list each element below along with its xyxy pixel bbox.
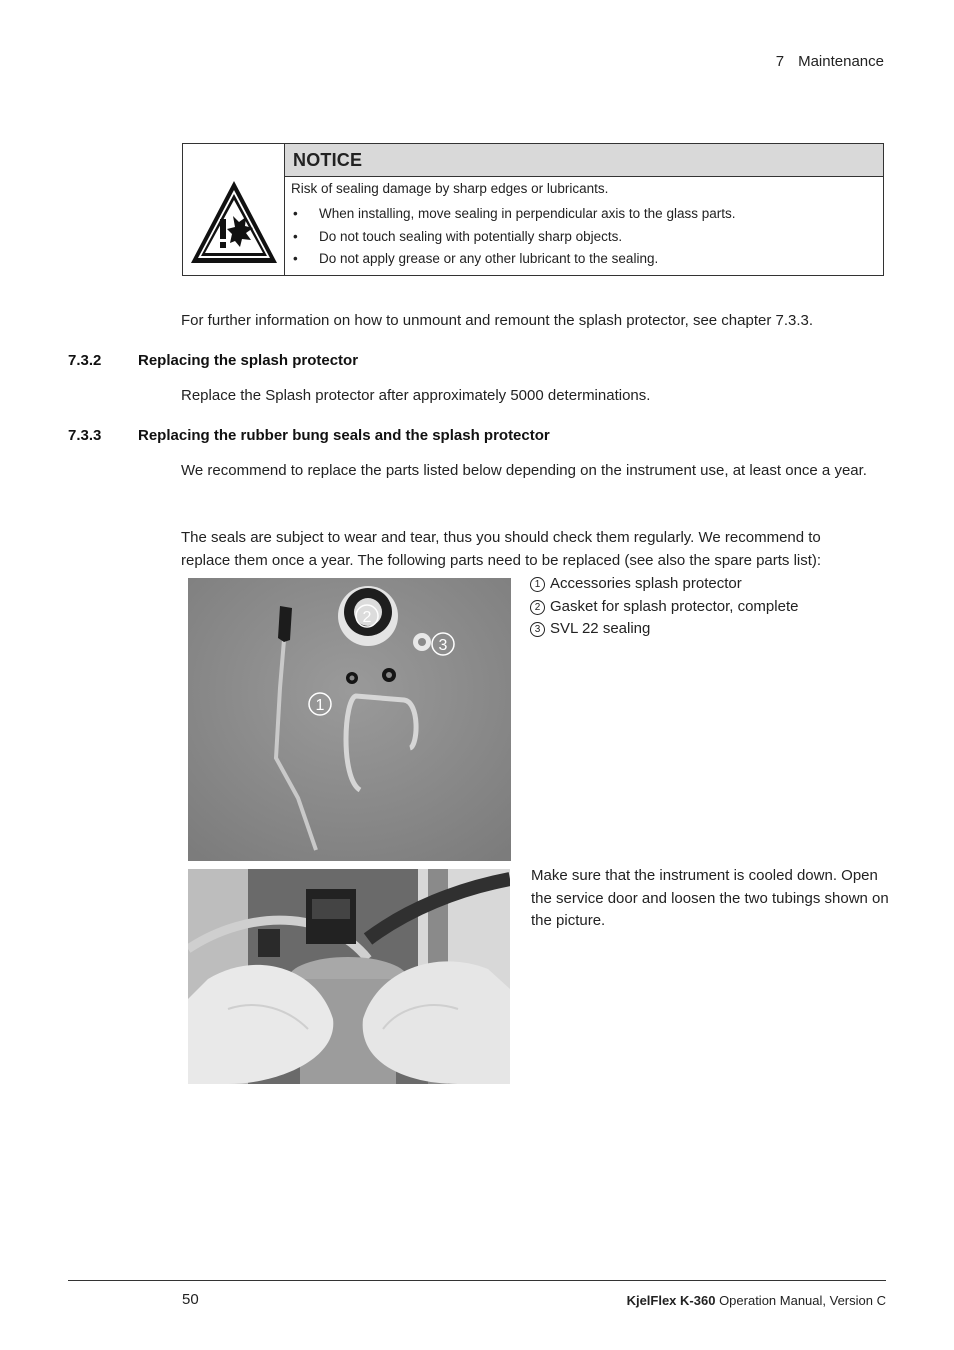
notice-box xyxy=(182,143,884,276)
parts-list-item xyxy=(530,596,798,619)
part-label: Accessories splash protector xyxy=(550,575,742,592)
chapter-title: Maintenance xyxy=(798,53,884,70)
photo-marker-3: 3 xyxy=(438,637,448,654)
section-heading-7-3-3 xyxy=(68,427,550,444)
notice-bullets xyxy=(291,203,877,271)
warning-triangle-icon xyxy=(183,144,285,277)
notice-risk: Risk of sealing damage by sharp edges or lubricants. xyxy=(291,181,609,196)
running-header xyxy=(776,53,884,70)
part-label: Gasket for splash protector, complete xyxy=(550,597,799,615)
spare-parts-photo xyxy=(188,578,511,861)
intro-paragraph: For further information on how to unmount and remount the splash protector, see chapter 7.3.3. xyxy=(181,312,814,329)
footer-rule xyxy=(68,1280,886,1281)
marker-circle: 1 xyxy=(530,577,545,592)
section-title: Replacing the splash protector xyxy=(138,352,359,369)
step-text: Make sure that the instrument is cooled down. Open the service door and loosen the two tubings shown on the picture. xyxy=(531,867,889,929)
section-7-3-3-para1: We recommend to replace the parts listed below depending on the instrument use, at least once a year. xyxy=(181,462,867,479)
product-name: KjelFlex K-360 xyxy=(626,1293,716,1308)
page-number: 50 xyxy=(182,1291,199,1308)
instrument-photo xyxy=(188,869,510,1084)
notice-bullet: • When installing, move sealing in perpendicular axis to the glass parts. xyxy=(291,203,877,226)
notice-bullet: • Do not apply grease or any other lubricant to the sealing. xyxy=(291,248,877,271)
doc-name: Operation Manual, Version C xyxy=(719,1293,886,1308)
marker-circle: 3 xyxy=(530,622,545,637)
notice-body xyxy=(285,177,883,275)
notice-bullet: • Do not touch sealing with potentially sharp objects. xyxy=(291,226,877,249)
section-7-3-3-para2: The seals are subject to wear and tear, thus you should check them regularly. We recommend to replace them once a year. The following parts need to be replaced (see also the spare parts list): xyxy=(181,529,822,569)
parts-list-item xyxy=(530,573,798,596)
parts-list-item xyxy=(530,618,798,641)
chapter-number: 7 xyxy=(775,53,785,70)
notice-title: NOTICE xyxy=(285,144,883,177)
notice-icon-cell xyxy=(183,144,285,275)
section-heading-7-3-2 xyxy=(68,352,358,369)
section-7-3-2-text: Replace the Splash protector after approximately 5000 determinations. xyxy=(181,387,651,404)
section-number: 7.3.3 xyxy=(68,427,102,444)
photo-marker-1: 1 xyxy=(315,697,325,714)
marker-circle: 2 xyxy=(530,600,545,615)
section-number: 7.3.2 xyxy=(68,352,102,369)
section-title: Replacing the rubber bung seals and the splash protector xyxy=(138,427,550,444)
part-label: SVL 22 sealing xyxy=(550,620,651,637)
parts-list xyxy=(530,573,798,641)
photo-marker-2: 2 xyxy=(362,609,372,626)
footer-doc-title xyxy=(627,1293,886,1308)
